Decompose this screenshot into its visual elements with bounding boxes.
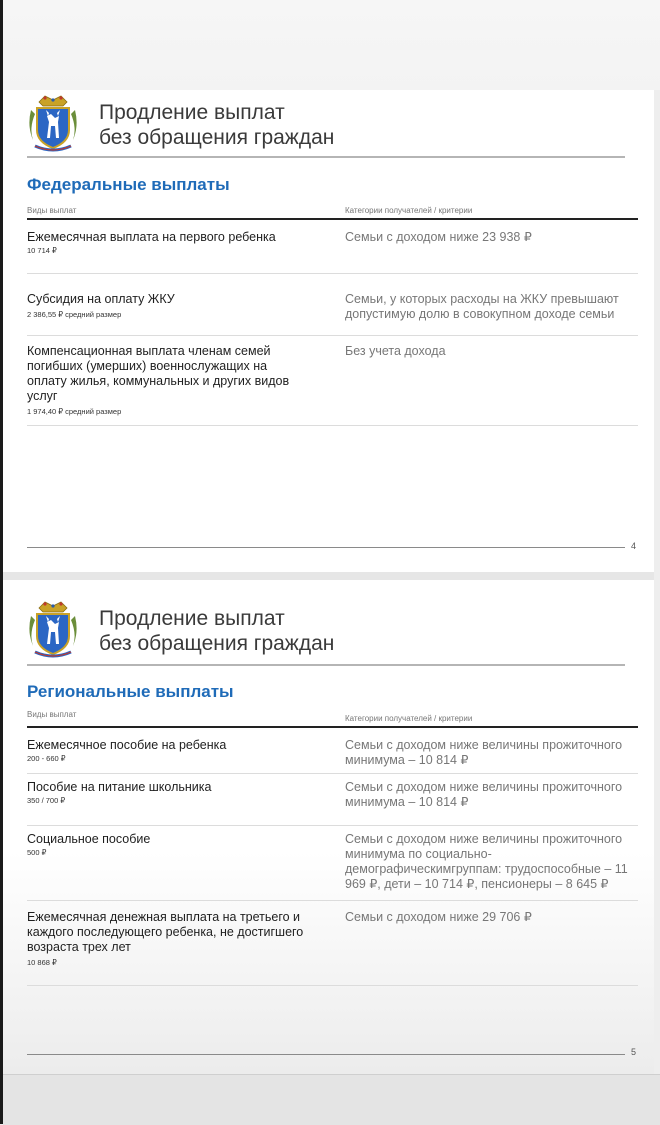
- table-row: [27, 292, 638, 336]
- table-row: [27, 230, 638, 274]
- table-row: [27, 910, 638, 986]
- title-divider: [27, 156, 625, 158]
- payment-criteria: Семьи с доходом ниже величины прожиточного минимума – 10 814 ₽: [345, 780, 623, 809]
- payment-name: Пособие на питание школьника 350 / 700 ₽: [27, 780, 327, 807]
- payment-name: Социальное пособие 500 ₽: [27, 832, 327, 859]
- table-row: [27, 738, 638, 774]
- payment-criteria: Семьи с доходом ниже 23 938 ₽: [345, 230, 532, 244]
- payment-name: Субсидия на оплату ЖКУ 2 386,55 ₽ средний размер: [27, 292, 327, 321]
- payment-criteria: Семьи с доходом ниже 29 706 ₽: [345, 910, 532, 924]
- table-header-rule: [27, 218, 638, 220]
- payment-amount: 200 - 660 ₽: [27, 754, 66, 763]
- payment-criteria: Семьи с доходом ниже величины прожиточного минимума – 10 814 ₽: [345, 738, 623, 767]
- samara-coat-of-arms-icon: [25, 598, 81, 660]
- viewer-bottom-area: [3, 1074, 660, 1125]
- slide-regional-payments: [3, 580, 654, 1074]
- column-header-criteria: Категории получателей / критерии: [345, 206, 473, 215]
- payment-amount: 500 ₽: [27, 848, 47, 857]
- slide-federal-payments: [3, 90, 654, 572]
- slide-gap: [3, 572, 654, 580]
- payment-amount: 2 386,55 ₽ средний размер: [27, 310, 122, 319]
- column-header-criteria: Категории получателей / критерии: [345, 714, 473, 723]
- footer-rule: [27, 1054, 625, 1055]
- slide-title: Продление выплат без обращения граждан: [99, 607, 335, 655]
- payment-name: Компенсационная выплата членам семей погибших (умерших) военнослужащих на оплату жилья, коммунальных и других видов услуг 1 974,40 ₽ средний размер: [27, 344, 292, 418]
- column-header-types: Виды выплат: [27, 710, 77, 719]
- table-row: [27, 832, 638, 900]
- table-row: [27, 780, 638, 826]
- payment-amount: 10 868 ₽: [27, 958, 57, 967]
- samara-coat-of-arms-icon: [25, 92, 81, 154]
- page-number: 4: [631, 541, 637, 551]
- payment-criteria: Семьи с доходом ниже величины прожиточного минимума по социально-демографическимгруппам: трудоспособные – 11 969 ₽, дети – 10 714 ₽, пенсионеры – 8 645 ₽: [345, 832, 628, 891]
- section-heading: Федеральные выплаты: [27, 175, 230, 194]
- title-divider: [27, 664, 625, 666]
- payment-criteria: Семьи, у которых расходы на ЖКУ превышают допустимую долю в совокупном доходе семьи: [345, 292, 619, 321]
- footer-rule: [27, 547, 625, 548]
- payment-amount: 350 / 700 ₽: [27, 796, 66, 805]
- table-header-rule: [27, 726, 638, 728]
- payment-amount: 10 714 ₽: [27, 246, 57, 255]
- viewer-top-area: [0, 0, 660, 90]
- payment-name: Ежемесячная денежная выплата на третьего и каждого последующего ребенка, не достигшего возраста трех лет 10 868 ₽: [27, 910, 312, 969]
- section-heading: Региональные выплаты: [27, 682, 234, 701]
- column-header-types: Виды выплат: [27, 206, 77, 215]
- payment-name: Ежемесячная выплата на первого ребенка 10 714 ₽: [27, 230, 327, 257]
- table-row: [27, 344, 638, 426]
- page-number: 5: [631, 1047, 637, 1057]
- payment-amount: 1 974,40 ₽ средний размер: [27, 407, 122, 416]
- slide-title: Продление выплат без обращения граждан: [99, 101, 335, 149]
- payment-name: Ежемесячное пособие на ребенка 200 - 660 ₽: [27, 738, 327, 765]
- payment-criteria: Без учета дохода: [345, 344, 446, 358]
